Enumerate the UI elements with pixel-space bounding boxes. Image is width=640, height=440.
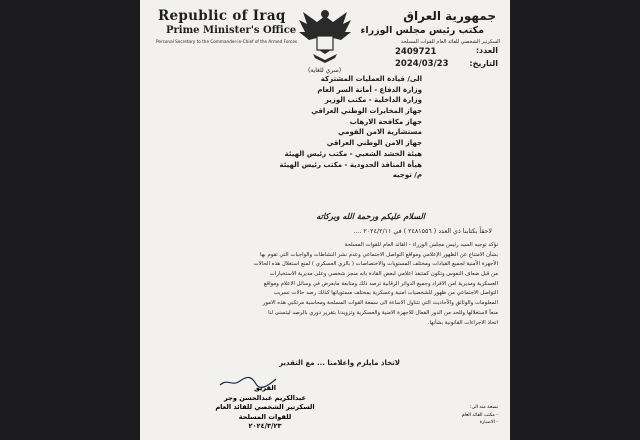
addressee-line: جهاز الامن الوطني العراقي: [326, 139, 422, 148]
signer-name: عبدالكريم عبدالحسن وجر: [223, 393, 306, 402]
iraq-eagle-emblem-icon: [295, 6, 355, 64]
addressee-line: وزارة الداخلية - مكتب الوزير: [324, 96, 422, 105]
letterhead-ar-office: مكتب رئيس مجلس الوزراء: [360, 25, 484, 36]
body-line: اتخاذ الاجراءات القانونية بشأنها.: [427, 319, 498, 326]
subject-line: م/ توجيه: [392, 171, 422, 180]
number-label: العدد:: [475, 46, 498, 55]
signer-rank: الفريق: [253, 384, 276, 392]
letterhead-ar-sub: السكرتير الشخصي للقائد العام للقوات المسلحة: [400, 39, 500, 45]
body-line: بشأن الامتناع عن الظهور الإعلامي ومواقع التواصل الاجتماعي وعدم نشر النشاطات والواجبات التي تقوم بها: [260, 251, 498, 258]
greeting: السلام عليكم ورحمة الله وبركاته: [316, 212, 425, 221]
letterhead-en-office: Prime Minister's Office: [166, 25, 297, 36]
addressee-line: وزارة الدفاع - أمانة السر العام: [317, 85, 422, 94]
body-line: من قبل ضعاف النفوس وتكون كمتنفذ اعلامي لبعض القادة بانه منجز شخصي وعلى مديرية الاستخبارات: [269, 271, 498, 278]
copy-to-list: [418, 404, 498, 427]
body-line: المعلومات والوثائق والأحاديث التي تتناول الاساءة الى سمعة القوات المسلحة ومحاسبة مرتكبي هذه الامور: [262, 300, 498, 307]
body-line: العسكرية ومديرية امن الافراد وجميع الدوائر الرقابية ترصد ذلك ومتابعة مايعرض في وسائل الاعلام ومواقع: [263, 280, 498, 287]
letterhead-en-title: Republic of Iraq: [158, 8, 286, 24]
copy-to-line: نسخة منه الى:: [469, 405, 498, 410]
body-line: نؤكد توجيه السيد رئيس مجلس الوزراء - القائد العام للقوات المسلحة: [344, 242, 498, 248]
reference-line: لاحقاً بكتابنا ذي العدد ( ٢٤٨١٥٥٦ ) في ٢٠٢٤/٢/١١ ....: [353, 228, 492, 235]
classification-mark: (سري للغاية): [308, 67, 342, 74]
date-value: 2024/03/23: [395, 59, 449, 69]
body-line: منعاً لاستغلالها وللحد من الدور الفعال للاجهزة الامنية والعسكرية وتزويدنا بتقرير دوري بالرصد ليتسنى لنا: [268, 309, 498, 316]
addressee-line: جهاز المخابرات الوطني العراقي: [311, 107, 422, 116]
body-line: الأجهزة الأمنية لجميع القيادات ومختلف المستويات والاختصاصات ( بالزي العسكري ) لمنع استغلال هذه الحالات: [253, 261, 498, 268]
letter-body: [156, 241, 498, 328]
copy-to-line: - مكتب القائد العام: [461, 412, 498, 418]
body-line: التواصل الاجتماعي من ظهور للشخصيات امنية وعسكرية بمختلف مستوياتها كذلك رصد حالات تسريب: [273, 290, 498, 297]
signature-date: ٢٠٢٤/٣/٢٣: [248, 422, 282, 431]
addressee-line: الى/ قيادة العمليات المشتركة: [320, 75, 422, 83]
document-page: [140, 0, 510, 440]
date-label: التاريخ:: [469, 59, 498, 68]
letterhead-en-sub: Personal Secretary to the Commander-in-Chief of the Armed Forces: [156, 39, 298, 44]
addressee-line: جهاز مكافحة الارهاب: [349, 117, 422, 126]
signer-title-2: للقوات المسلحة: [238, 412, 292, 421]
signature-block: [190, 384, 340, 432]
signer-title: السكرتير الشخصي للقائد العام: [215, 403, 315, 412]
number-value: 2409721: [395, 47, 437, 57]
addressee-line: هيأة المنافذ الحدودية - مكتب رئيس الهيئة: [279, 160, 422, 169]
addressee-list: [222, 74, 422, 181]
closing-line: لاتخاذ مايلزم واعلامنا ... مع التقدير: [279, 359, 400, 367]
letterhead-ar-title: جمهورية العراق: [403, 9, 496, 23]
addressee-line: مستشارية الامن القومي: [338, 128, 422, 137]
addressee-line: هيئة الحشد الشعبي - مكتب رئيس الهيئة: [284, 149, 422, 158]
copy-to-line: - الاضبارة: [479, 420, 498, 425]
